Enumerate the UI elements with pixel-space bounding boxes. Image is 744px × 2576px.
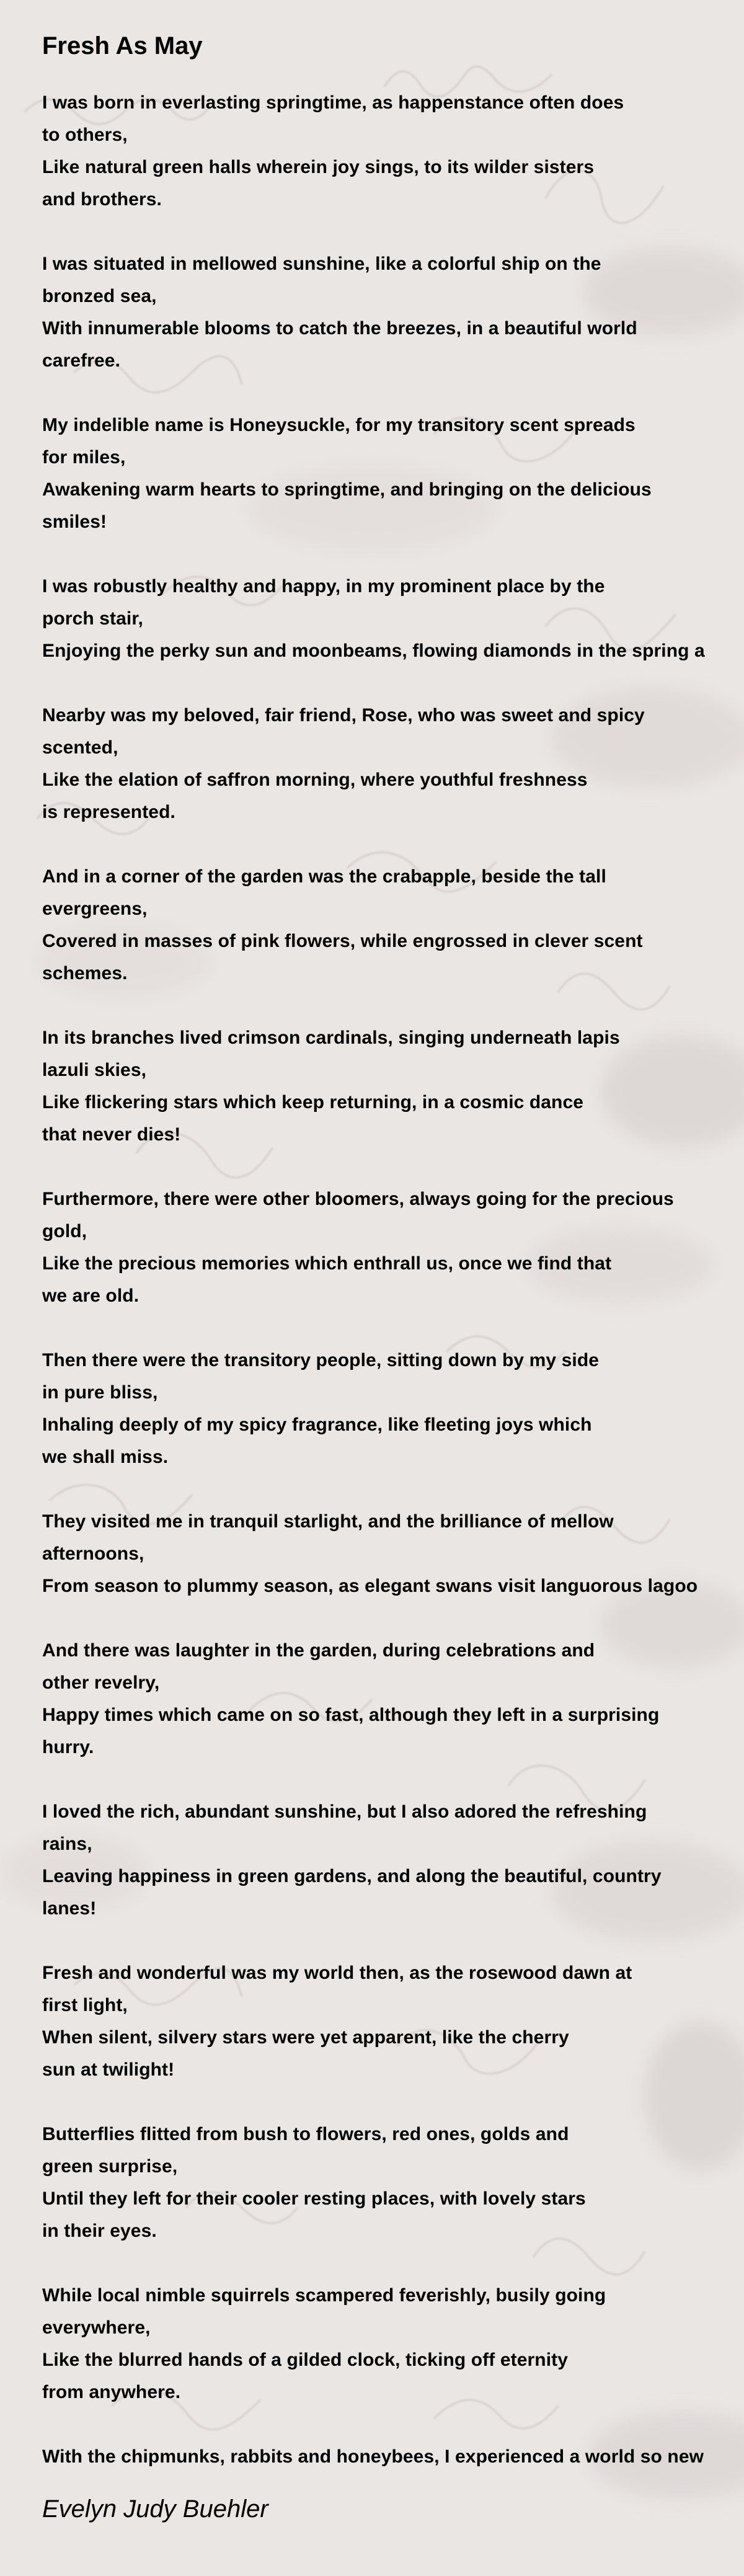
poem-line: Awakening warm hearts to springtime, and bringing on the delicious — [42, 479, 652, 500]
poem-line: bronzed sea, — [42, 286, 157, 306]
poem-stanza — [42, 248, 744, 377]
poem-line: in pure bliss, — [42, 1382, 158, 1403]
poem-line: With the chipmunks, rabbits and honeybees, I experienced a world so new — [42, 2446, 704, 2467]
poem-stanza — [42, 571, 744, 667]
poem-line: lanes! — [42, 1898, 97, 1919]
poem-stanza — [42, 409, 744, 538]
poem-line: first light, — [42, 1995, 128, 2015]
poem-line: From season to plummy season, as elegant swans visit languorous lagoo — [42, 1576, 698, 1596]
poem-stanza — [42, 2280, 744, 2409]
poem-line: Furthermore, there were other bloomers, always going for the precious — [42, 1189, 674, 1209]
poem-line: we are old. — [42, 1286, 140, 1306]
poem-line: schemes. — [42, 963, 128, 984]
poem-line: Until they left for their cooler resting places, with lovely stars — [42, 2188, 586, 2209]
poem-line: smiles! — [42, 512, 107, 532]
poem-stanza — [42, 1506, 744, 1602]
poem-line: Like natural green halls wherein joy sings, to its wilder sisters — [42, 157, 595, 177]
poem-line: I loved the rich, abundant sunshine, but I also adored the refreshing — [42, 1801, 647, 1822]
poem-line: I was robustly healthy and happy, in my prominent place by the — [42, 576, 605, 597]
poem-stanza — [42, 861, 744, 990]
poem-line: And in a corner of the garden was the crabapple, beside the tall — [42, 866, 606, 887]
poem-line: that never dies! — [42, 1124, 181, 1145]
poem-line: Covered in masses of pink flowers, while engrossed in clever scent — [42, 931, 643, 951]
poem-line: Fresh and wonderful was my world then, as the rosewood dawn at — [42, 1963, 632, 1983]
poem-line: and brothers. — [42, 189, 162, 210]
poem-line: sun at twilight! — [42, 2059, 175, 2080]
poem-line: Happy times which came on so fast, although they left in a surprising — [42, 1705, 660, 1725]
poem-line: I was situated in mellowed sunshine, like a colorful ship on the — [42, 254, 601, 274]
poem-line: With innumerable blooms to catch the breezes, in a beautiful world — [42, 318, 637, 339]
poem-line: Like the precious memories which enthrall us, once we find that — [42, 1253, 612, 1274]
poem-line: for miles, — [42, 447, 126, 468]
poem-line: afternoons, — [42, 1543, 144, 1564]
poem-line: And there was laughter in the garden, during celebrations and — [42, 1640, 595, 1661]
poem-stanza — [42, 700, 744, 828]
poem-line: other revelry, — [42, 1672, 160, 1693]
poem-line: Inhaling deeply of my spicy fragrance, like fleeting joys which — [42, 1415, 592, 1435]
poem-stanza — [42, 1957, 744, 2086]
poem-stanza — [42, 1796, 744, 1925]
poem-body — [42, 87, 744, 2473]
poem-line: gold, — [42, 1221, 87, 1241]
poem-line: Then there were the transitory people, sitting down by my side — [42, 1350, 600, 1370]
poem-line: green surprise, — [42, 2156, 178, 2177]
poem-line: Nearby was my beloved, fair friend, Rose, who was sweet and spicy — [42, 705, 645, 726]
poem-line: In its branches lived crimson cardinals, singing underneath lapis — [42, 1028, 620, 1048]
poem-line: everywhere, — [42, 2317, 151, 2338]
poem-line: to others, — [42, 125, 128, 145]
poem-line: Like the blurred hands of a gilded clock, ticking off eternity — [42, 2350, 569, 2370]
poem-stanza — [42, 2441, 744, 2473]
poem-title: Fresh As May — [42, 32, 203, 60]
poem-stanza — [42, 1344, 744, 1473]
poem-line: I was born in everlasting springtime, as happenstance often does — [42, 92, 624, 113]
poem-line: is represented. — [42, 802, 175, 822]
poem-stanza — [42, 2118, 744, 2247]
poem-line: evergreens, — [42, 899, 148, 919]
poem-line: rains, — [42, 1834, 92, 1854]
poem-line: lazuli skies, — [42, 1060, 147, 1080]
poem-line: Like flickering stars which keep returning, in a cosmic dance — [42, 1092, 584, 1113]
poem-content — [42, 30, 744, 2505]
poem-line: carefree. — [42, 350, 120, 371]
poem-line: Leaving happiness in green gardens, and along the beautiful, country — [42, 1866, 662, 1886]
poem-line: scented, — [42, 737, 118, 758]
poem-line: My indelible name is Honeysuckle, for my transitory scent spreads — [42, 415, 636, 435]
poem-line: in their eyes. — [42, 2221, 157, 2241]
poem-stanza — [42, 87, 744, 216]
poem-line: hurry. — [42, 1737, 94, 1757]
poem-stanza — [42, 1183, 744, 1312]
poem-line: Like the elation of saffron morning, where youthful freshness — [42, 770, 588, 790]
poem-stanza — [42, 1635, 744, 1764]
poem-line: from anywhere. — [42, 2382, 181, 2402]
poem-line: we shall miss. — [42, 1447, 169, 1467]
poem-line: Enjoying the perky sun and moonbeams, flowing diamonds in the spring a — [42, 641, 705, 661]
poem-line: They visited me in tranquil starlight, and the brilliance of mellow — [42, 1511, 614, 1532]
poem-line: When silent, silvery stars were yet apparent, like the cherry — [42, 2027, 569, 2048]
poem-line: Butterflies flitted from bush to flowers, red ones, golds and — [42, 2124, 569, 2144]
poem-line: porch stair, — [42, 608, 143, 629]
poem-stanza — [42, 1022, 744, 1151]
poem-line: While local nimble squirrels scampered feverishly, busily going — [42, 2285, 606, 2306]
poem-author: Evelyn Judy Buehler — [42, 2495, 268, 2523]
